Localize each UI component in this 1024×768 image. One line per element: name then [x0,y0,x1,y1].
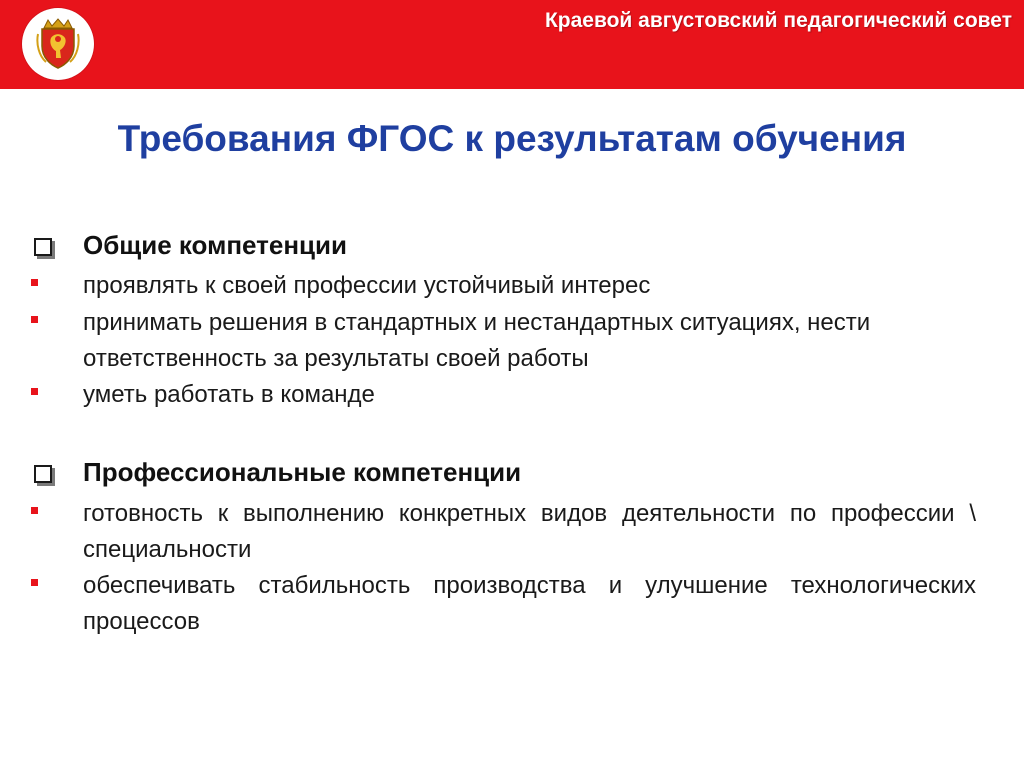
list-item-text: готовность к выполнению конкретных видов деятельности по профессии \ специальности [83,500,976,563]
square-bullet-icon [31,279,38,286]
section-heading-general [0,230,1024,264]
section-label: Профессиональные компетенции [83,457,522,487]
checkbox-icon [34,238,52,256]
checkbox-icon [34,465,52,483]
section-label: Общие компетенции [83,230,347,260]
slide-title: Требования ФГОС к результатам обучения [117,118,907,159]
header-bar [0,0,1024,89]
list-item-text: уметь работать в команде [83,381,375,408]
square-bullet-icon [31,388,38,395]
emblem-badge [22,8,94,80]
list-item-text: принимать решения в стандартных и нестандартных ситуациях, нести ответственность за результаты своей работы [83,309,871,372]
square-bullet-icon [31,579,38,586]
list-item-text: проявлять к своей профессии устойчивый интерес [83,272,651,299]
square-bullet-icon [31,316,38,323]
coat-of-arms-icon [36,18,80,70]
square-bullet-icon [31,507,38,514]
list-item-text: обеспечивать стабильность производства и улучшение технологических процессов [83,572,976,635]
section-heading-professional [0,457,1024,491]
header-title: Краевой августовский педагогический совет [544,9,1012,32]
